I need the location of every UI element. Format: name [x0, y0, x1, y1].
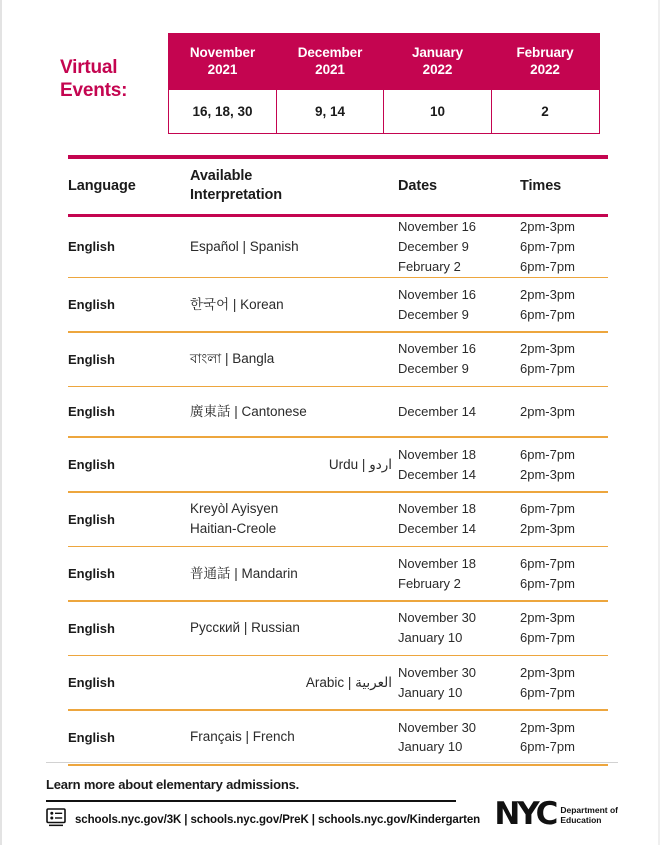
column-header-language: Language — [68, 177, 136, 194]
cell-interpretation: Français | French — [190, 729, 295, 745]
cell-dates: November 16 December 9 February 2 — [398, 219, 477, 274]
cell-dates: November 16 December 9 — [398, 341, 477, 377]
month-name: February — [516, 45, 574, 60]
cell-interpretation: Urdu | اردو — [328, 456, 392, 472]
month-days-november: 16, 18, 30 — [169, 90, 276, 133]
month-header-january — [384, 34, 491, 90]
month-year: 2021 — [315, 61, 345, 77]
cell-times: 6pm-7pm 2pm-3pm — [520, 501, 575, 537]
footer-links[interactable]: schools.nyc.gov/3K | schools.nyc.gov/PreK | schools.nyc.gov/Kindergarten — [75, 813, 481, 826]
cell-interpretation: Kreyòl Ayisyen Haitian-Creole — [190, 501, 279, 537]
cell-dates: November 30 January 10 — [398, 665, 477, 700]
cell-dates: December 14 — [398, 403, 477, 419]
cell-language: English — [68, 239, 115, 255]
footer-bar — [46, 796, 618, 832]
cell-language: English — [68, 566, 115, 582]
table-header-row — [68, 159, 608, 214]
month-days-february: 2 — [492, 90, 599, 133]
table-row — [68, 278, 608, 331]
monitor-list-icon — [46, 808, 66, 832]
month-box-january — [383, 33, 492, 134]
language-table — [68, 155, 608, 766]
virtual-events-title: Virtual Events: — [60, 57, 128, 102]
month-year: 2021 — [207, 61, 238, 77]
table-row — [68, 602, 608, 655]
month-days-january: 10 — [384, 90, 491, 133]
month-name: November — [189, 45, 256, 60]
cell-language: English — [68, 297, 115, 313]
footer-links-wrap — [46, 800, 481, 832]
table-row — [68, 656, 608, 709]
cell-language: English — [68, 511, 115, 527]
cell-language: English — [68, 404, 115, 420]
month-year: 2022 — [422, 61, 453, 77]
month-header-december — [277, 34, 384, 90]
month-box-december — [276, 33, 385, 134]
cell-interpretation: Arabic | العربية — [305, 674, 392, 690]
cell-language: English — [68, 620, 115, 636]
month-name: December — [297, 45, 363, 60]
column-header-dates: Dates — [398, 177, 437, 194]
virtual-events-strip — [60, 33, 600, 134]
table-row — [68, 387, 608, 436]
cell-dates: November 18 December 14 — [398, 501, 477, 537]
table-row — [68, 333, 608, 386]
footer-divider — [46, 762, 618, 763]
nyc-logo-subtitle-line1: Department of — [560, 804, 618, 815]
month-days-december: 9, 14 — [277, 90, 384, 133]
cell-interpretation: 廣東話 | Cantonese — [190, 403, 307, 419]
cell-language: English — [68, 351, 115, 367]
cell-times: 2pm-3pm — [520, 403, 575, 419]
month-header-november — [169, 34, 276, 90]
cell-dates: November 18 February 2 — [398, 555, 477, 591]
table-row — [68, 547, 608, 600]
cell-times: 2pm-3pm 6pm-7pm — [520, 610, 575, 646]
cell-language: English — [68, 675, 115, 691]
footer — [2, 762, 660, 832]
cell-times: 6pm-7pm 6pm-7pm — [520, 555, 575, 591]
cell-times: 2pm-3pm 6pm-7pm — [520, 341, 575, 377]
cell-times: 6pm-7pm 2pm-3pm — [520, 446, 575, 482]
month-boxes — [168, 33, 600, 134]
month-name: January — [411, 45, 464, 60]
cell-interpretation: Русский | Russian — [190, 620, 300, 636]
cell-times: 2pm-3pm 6pm-7pm 6pm-7pm — [520, 219, 575, 274]
column-header-interpretation-line1: Available — [190, 168, 253, 185]
cell-times: 2pm-3pm 6pm-7pm — [520, 286, 575, 322]
cell-interpretation: 普通話 | Mandarin — [190, 565, 298, 581]
table-body — [68, 217, 608, 766]
cell-dates: November 30 January 10 — [398, 719, 477, 755]
nyc-logo-subtitle — [560, 804, 618, 826]
nyc-logo-subtitle-line2: Education — [560, 815, 602, 825]
month-year: 2022 — [530, 61, 560, 77]
footer-headline: Learn more about elementary admissions. — [46, 777, 300, 792]
month-header-february — [492, 34, 599, 90]
column-header-times: Times — [520, 177, 562, 194]
cell-language: English — [68, 457, 115, 472]
table-row — [68, 438, 608, 491]
nyc-logo-wordmark: NYC — [494, 796, 556, 832]
cell-language: English — [68, 729, 115, 745]
month-box-february — [491, 33, 600, 134]
cell-times: 2pm-3pm 6pm-7pm — [520, 719, 575, 755]
cell-interpretation: Español | Spanish — [190, 238, 299, 254]
cell-interpretation: 한국어 | Korean — [190, 296, 284, 312]
month-box-november — [168, 33, 277, 134]
table-row — [68, 711, 608, 764]
cell-dates: November 30 January 10 — [398, 610, 477, 646]
table-row — [68, 217, 608, 277]
cell-dates: November 18 December 14 — [398, 446, 477, 482]
column-header-interpretation-line2: Interpretation — [190, 187, 283, 203]
column-header-interpretation — [190, 167, 398, 204]
cell-times: 2pm-3pm 6pm-7pm — [520, 665, 575, 700]
cell-interpretation: বাংলা | Bangla — [190, 351, 275, 367]
cell-dates: November 16 December 9 — [398, 286, 477, 322]
table-row — [68, 493, 608, 546]
nyc-doe-logo — [494, 796, 618, 832]
